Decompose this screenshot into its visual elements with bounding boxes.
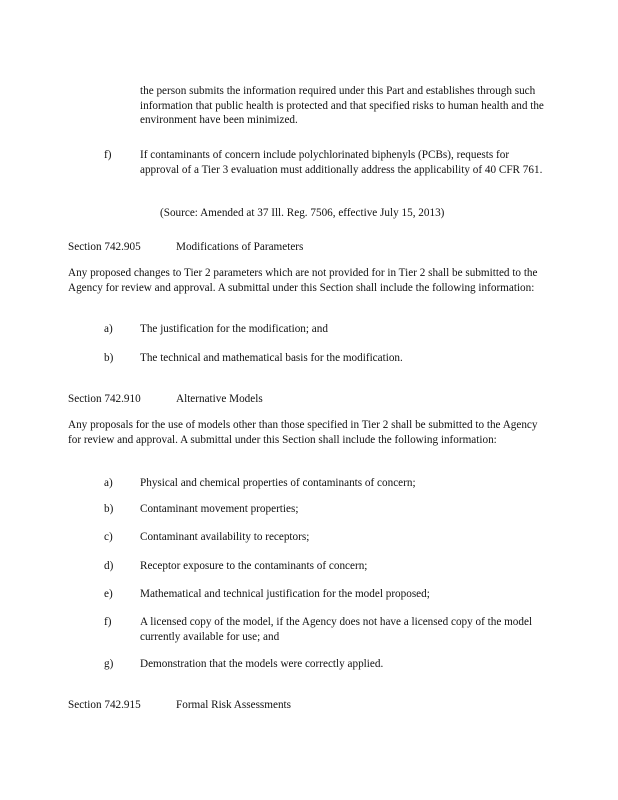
item-text: Contaminant availability to receptors; [140, 531, 310, 543]
source-note: (Source: Amended at 37 Ill. Reg. 7506, effective July 15, 2013) [160, 207, 445, 219]
item-label: d) [104, 560, 114, 572]
section-title: Formal Risk Assessments [176, 699, 291, 711]
item-text: Mathematical and technical justification for the model proposed; [140, 588, 430, 600]
section-title: Modifications of Parameters [176, 241, 304, 253]
section-intro-742-905: Any proposed changes to Tier 2 parameters which are not provided for in Tier 2 shall be submitted to the Agency for review and approval. A submittal under this Section shall include the following information: [68, 267, 538, 294]
item-label: f) [104, 616, 112, 628]
item-text: A licensed copy of the model, if the Agency does not have a licensed copy of the model currently available for use; and [140, 616, 533, 643]
item-label: b) [104, 352, 114, 364]
item-label: f) [104, 149, 112, 161]
section-number: Section 742.915 [68, 699, 141, 711]
item-label: b) [104, 503, 114, 515]
item-label: g) [104, 658, 114, 670]
item-text: Demonstration that the models were correctly applied. [140, 658, 384, 670]
item-label: a) [104, 323, 113, 335]
section-number: Section 742.910 [68, 393, 141, 405]
item-label: e) [104, 588, 113, 600]
item-text: If contaminants of concern include polychlorinated biphenyls (PCBs), requests for approval of a Tier 3 evaluation must additionally address the applicability of 40 CFR 761. [140, 149, 543, 176]
section-intro-742-910: Any proposals for the use of models other than those specified in Tier 2 shall be submitted to the Agency for review and approval. A submittal under this Section shall include the following information: [68, 419, 538, 446]
item-label: c) [104, 531, 113, 543]
section-number: Section 742.905 [68, 241, 141, 253]
item-text: The justification for the modification; and [140, 323, 328, 335]
item-text: Receptor exposure to the contaminants of concern; [140, 560, 368, 572]
item-label: a) [104, 477, 113, 489]
section-title: Alternative Models [176, 393, 263, 405]
item-text: Physical and chemical properties of contaminants of concern; [140, 477, 416, 489]
item-text: The technical and mathematical basis for the modification. [140, 352, 403, 364]
item-text: Contaminant movement properties; [140, 503, 299, 515]
continuation-paragraph: the person submits the information required under this Part and establishes through such information that public health is protected and that specified risks to human health and the environment have been minimized. [140, 85, 544, 127]
